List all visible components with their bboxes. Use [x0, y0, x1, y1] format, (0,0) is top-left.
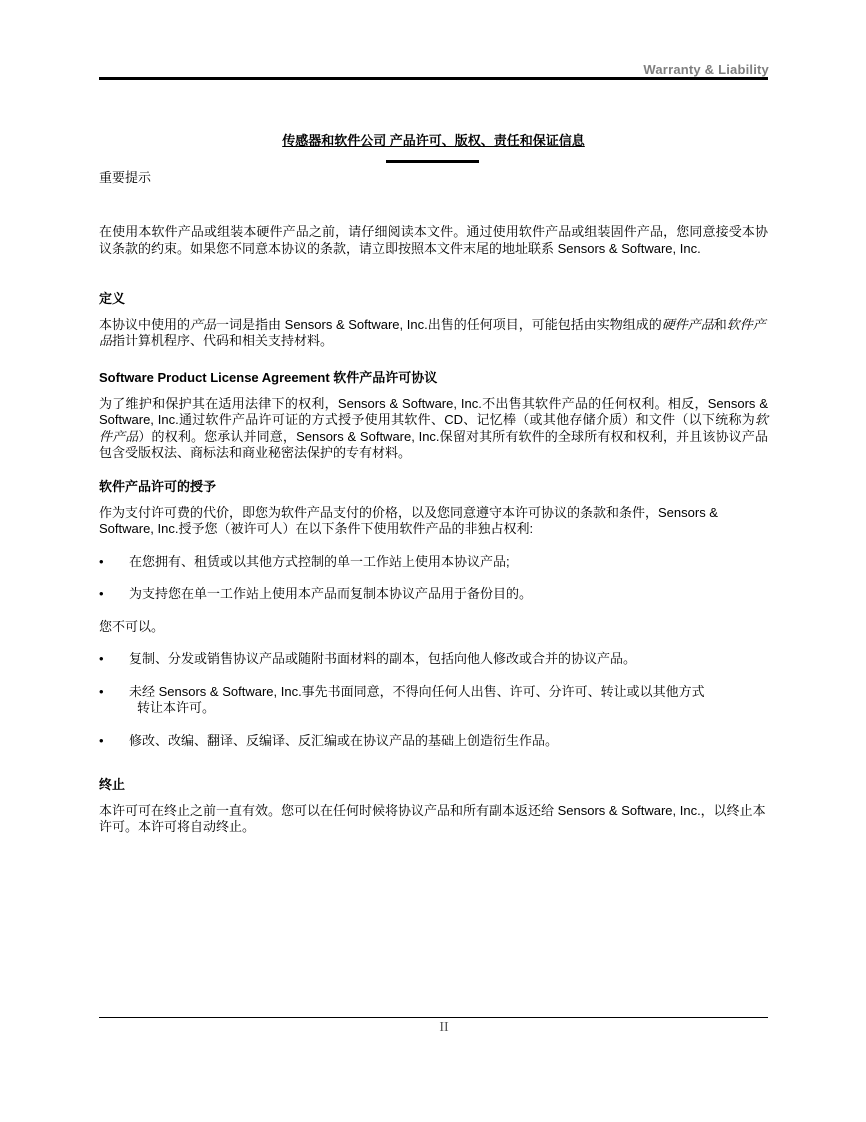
termination-section [99, 777, 768, 836]
definition-paragraph: 本协议中使用的产品一词是指由 Sensors & Software, Inc.出售的任何项目，可能包括由实物组成的硬件产品和软件产品指计算机程序、代码和相关支持材料。 [99, 316, 766, 348]
title-divider [386, 160, 479, 163]
term-software: 软件产品 [99, 412, 768, 444]
list-item: • 未经 Sensors & Software, Inc.事先书面同意，不得向任何人出售、许可、分许可、转让或以其他方式 转让本许可。 [99, 684, 768, 717]
page-number: II [439, 1020, 449, 1035]
grant-heading: 软件产品许可的授予 [99, 479, 217, 494]
running-header: Warranty & Liability [643, 62, 769, 77]
grant-intro: 作为支付许可费的代价，即您为软件产品支付的价格，以及您同意遵守本许可协议的条款和条件，Sensors & Software, Inc.授予您（被许可人）在以下条件下使用软件产品的非独占权利: [99, 504, 718, 536]
grant-section [99, 479, 768, 749]
term-software: 软件产品 [99, 316, 766, 348]
list-item: • 复制、分发或销售协议产品或随附书面材料的副本，包括向他人修改或合并的协议产品。 [99, 651, 768, 668]
permitted-list [99, 554, 768, 603]
termination-paragraph: 本许可可在终止之前一直有效。您可以在任何时候将协议产品和所有副本返还给 Sensors & Software, Inc.，以终止本许可。本许可将自动终止。 [99, 802, 766, 834]
footer-divider [99, 1017, 768, 1018]
intro-paragraph: 在使用本软件产品或组装本硬件产品之前，请仔细阅读本文件。通过使用软件产品或组装固件产品，您同意接受本协议条款的约束。如果您不同意本协议的条款，请立即按照本文件末尾的地址联系 Sensors & Software, Inc. [99, 224, 768, 256]
important-notice: 重要提示 [99, 170, 152, 185]
header-divider [99, 77, 768, 80]
list-item: • 为支持您在单一工作站上使用本产品而复制本协议产品用于备份目的。 [99, 586, 768, 603]
list-item: • 修改、改编、翻译、反编译、反汇编或在协议产品的基础上创造衍生作品。 [99, 733, 768, 750]
list-item: • 在您拥有、租赁或以其他方式控制的单一工作站上使用本协议产品; [99, 554, 768, 571]
term-product: 产品 [190, 316, 217, 332]
definition-section [99, 291, 768, 350]
prohibited-list [99, 651, 768, 749]
termination-heading: 终止 [99, 777, 126, 792]
prohibited-label: 您不可以。 [99, 618, 165, 634]
license-paragraph: 为了维护和保护其在适用法律下的权利，Sensors & Software, Inc.不出售其软件产品的任何权利。相反，Sensors & Software, Inc.通过软件产品许可证的方式授予使用其软件、CD、记忆棒（或其他存储介质）和文件（以下统称为软件产品）的权利。您承认并同意，Sensors & Software, Inc.保留对其所有软件的全球所有权和权利，并且该协议产品包含受版权法、商标法和商业秘密法保护的专有材料。 [99, 395, 768, 460]
document-title: 传感器和软件公司 产品许可、版权、责任和保证信息 [282, 133, 585, 148]
license-section [99, 370, 768, 462]
license-heading: Software Product License Agreement 软件产品许可协议 [99, 370, 438, 385]
definition-heading: 定义 [99, 291, 126, 306]
term-hardware: 硬件产品 [661, 316, 714, 332]
